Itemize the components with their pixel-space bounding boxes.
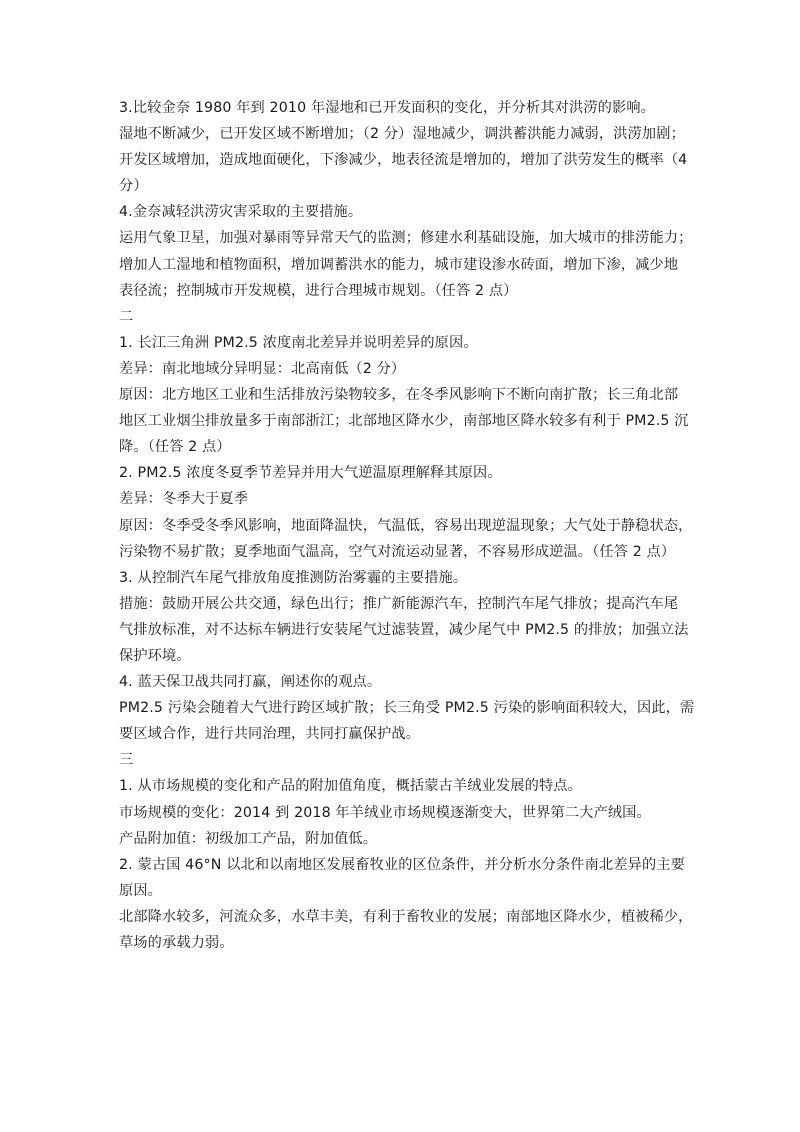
answer-line: 要区域合作，进行共同治理，共同打赢保护战。 bbox=[119, 726, 421, 743]
answer-line: 分） bbox=[119, 178, 148, 195]
answer-line: 开发区域增加，造成地面硬化，下渗减少，地表径流是增加的，增加了洪劳发生的概率（4 bbox=[119, 152, 688, 169]
answer-line: 原因：冬季受冬季风影响，地面降温快，气温低，容易出现逆温现象；大气处于静稳状态， bbox=[119, 517, 693, 534]
section-3-heading: 三 bbox=[119, 752, 134, 769]
answer-line: PM2.5 污染会随着大气进行跨区域扩散；长三角受 PM2.5 污染的影响面积较大，因此，需 bbox=[119, 700, 695, 717]
question-3-heading: 3.比较金奈 1980 年到 2010 年湿地和已开发面积的变化，并分析其对洪涝的影响。 bbox=[119, 100, 656, 116]
question-4-heading: 4.金奈减轻洪涝灾害采取的主要措施。 bbox=[119, 204, 363, 221]
question-heading: 3. 从控制汽车尾气排放角度推测防治雾霾的主要措施。 bbox=[119, 569, 468, 586]
answer-line: 差异：冬季大于夏季 bbox=[119, 491, 249, 508]
answer-line: 降。（任答 2 点） bbox=[119, 439, 231, 456]
answer-line: 表径流；控制城市开发规模，进行合理城市规划。（任答 2 点） bbox=[119, 282, 518, 299]
answer-line: 措施：鼓励开展公共交通，绿色出行；推广新能源汽车，控制汽车尾气排放；提高汽车尾 bbox=[119, 595, 679, 612]
question-heading: 原因。 bbox=[119, 882, 163, 899]
answer-line: 北部降水较多，河流众多，水草丰美，有利于畜牧业的发展；南部地区降水少，植被稀少， bbox=[119, 908, 693, 925]
answer-line: 地区工业烟尘排放量多于南部浙江；北部地区降水少，南部地区降水较多有利于 PM2.5 沉 bbox=[119, 413, 689, 430]
section-2-heading: 二 bbox=[119, 308, 134, 325]
answer-line: 增加人工湿地和植物面积，增加调蓄洪水的能力，城市建设渗水砖面，增加下渗，减少地 bbox=[119, 256, 679, 273]
question-heading: 1. 长江三角洲 PM2.5 浓度南北差异并说明差异的原因。 bbox=[119, 334, 478, 351]
question-heading: 2. 蒙古国 46°N 以北和以南地区发展畜牧业的区位条件，并分析水分条件南北差异的主要 bbox=[119, 856, 685, 873]
question-heading: 2. PM2.5 浓度冬夏季节差异并用大气逆温原理解释其原因。 bbox=[119, 465, 502, 482]
answer-line: 湿地不断减少，已开发区域不断增加；（2 分）湿地减少，调洪蓄洪能力减弱，洪涝加剧； bbox=[119, 126, 685, 143]
answer-line: 保护环境。 bbox=[119, 647, 191, 664]
answer-line: 市场规模的变化：2014 到 2018 年羊绒业市场规模逐渐变大，世界第二大产绒国。 bbox=[119, 804, 651, 821]
answer-line: 原因：北方地区工业和生活排放污染物较多，在冬季风影响下不断向南扩散；长三角北部 bbox=[119, 387, 679, 404]
question-heading: 1. 从市场规模的变化和产品的附加值角度，概括蒙古羊绒业发展的特点。 bbox=[119, 778, 582, 795]
answer-line: 产品附加值：初级加工产品，附加值低。 bbox=[119, 830, 378, 847]
answer-line: 草场的承载力弱。 bbox=[119, 935, 234, 951]
question-heading: 4. 蓝天保卫战共同打赢，阐述你的观点。 bbox=[119, 674, 382, 691]
answer-line: 污染物不易扩散；夏季地面气温高，空气对流运动显著，不容易形成逆温。（任答 2 点） bbox=[119, 543, 676, 560]
answer-line: 差异：南北地域分异明显：北高南低（2 分） bbox=[119, 360, 406, 377]
document-body bbox=[119, 95, 695, 956]
answer-line: 运用气象卫星，加强对暴雨等异常天气的监测；修建水利基础设施，加大城市的排涝能力； bbox=[119, 230, 693, 247]
answer-line: 气排放标准，对不达标车辆进行安装尾气过滤装置，减少尾气中 PM2.5 的排放；加强立法 bbox=[119, 621, 689, 638]
